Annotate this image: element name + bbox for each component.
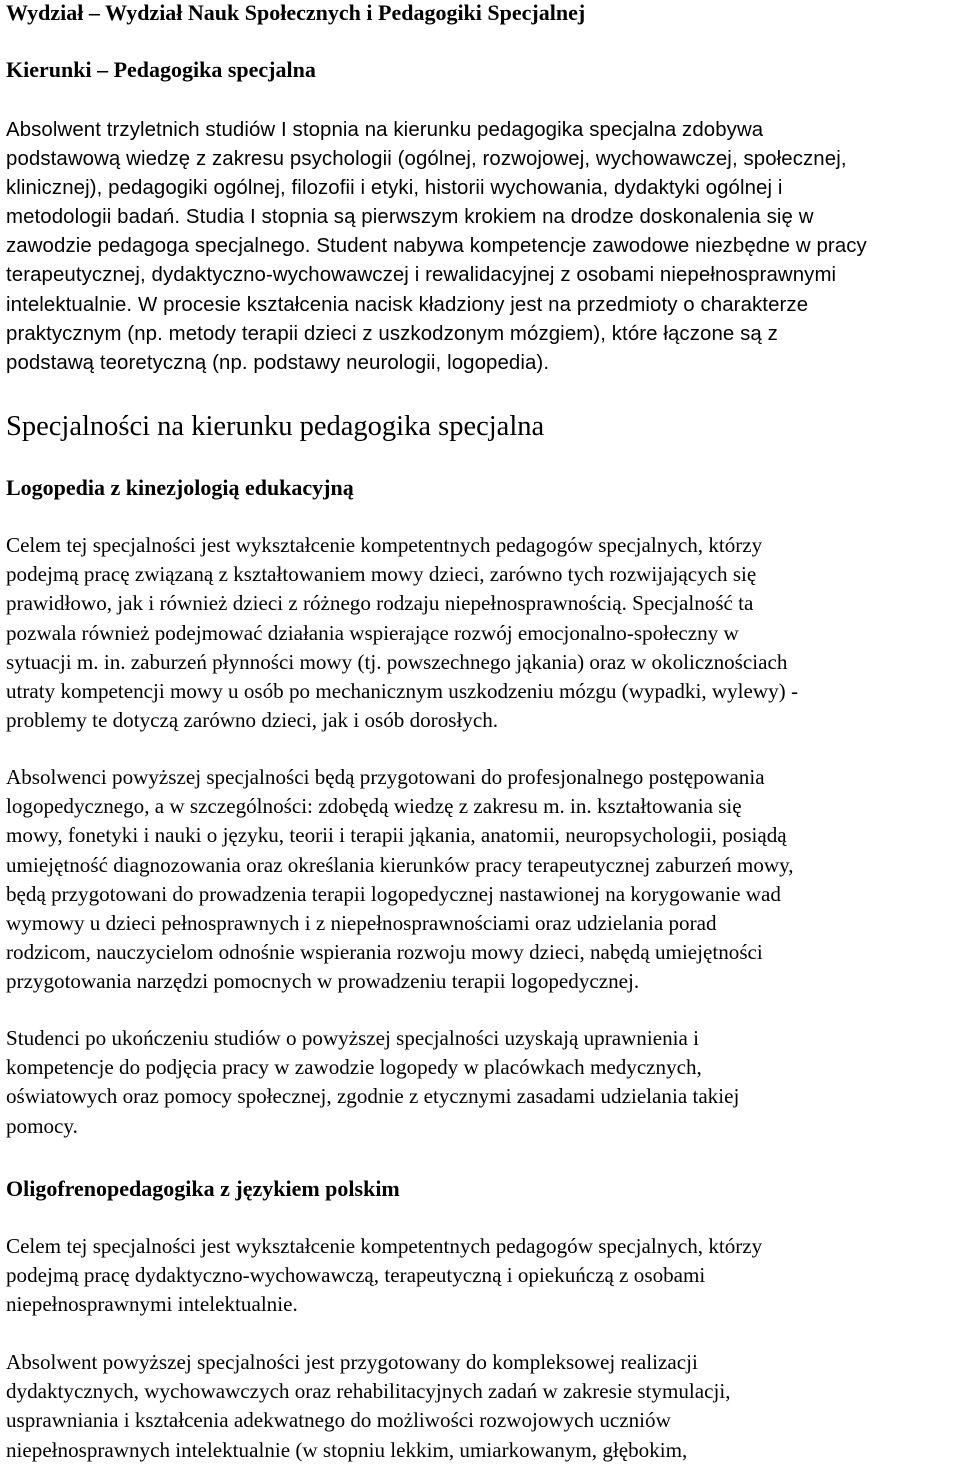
intro-line: podstawą teoretyczną (np. podstawy neurologii, logopedia).: [6, 351, 550, 374]
intro-line: terapeutycznej, dydaktyczno-wychowawczej i rewalidacyjnej z osobami niepełnosprawnymi: [6, 264, 837, 287]
text-line: mowy, fonetyki i nauki o języku, teorii i terapii jąkania, anatomii, neuropsychologii, posiądą: [6, 823, 787, 848]
intro-line: Absolwent trzyletnich studiów I stopnia na kierunku pedagogika specjalna zdobywa: [6, 119, 764, 141]
text-line: Absolwenci powyższej specjalności będą przygotowani do profesjonalnego postępowania: [6, 765, 765, 789]
logopedia-paragraph-3: [6, 1024, 950, 1141]
text-line: logopedycznego, a w szczególności: zdobędą wiedzę z zakresu m. in. kształtowania się: [6, 794, 742, 819]
intro-line: intelektualnie. W procesie kształcenia nacisk kładziony jest na przedmioty o charakterze: [6, 293, 809, 316]
text-line: sytuacji m. in. zaburzeń płynności mowy (tj. powszechnego jąkania) oraz w okolicznościach: [6, 649, 788, 674]
intro-line: metodologii badań. Studia I stopnia są pierwszym krokiem na drodze doskonalenia się w: [6, 206, 814, 229]
text-line: przygotowania narzędzi pomocnych w prowadzeniu terapii logopedycznej.: [6, 969, 640, 994]
text-line: utraty kompetencji mowy u osób po mechanicznym uszkodzeniu mózgu (wypadki, wylewy) -: [6, 679, 798, 704]
text-line: oświatowych oraz pomocy społecznej, zgodnie z etycznymi zasadami udzielania takiej: [6, 1084, 740, 1109]
text-line: będą przygotowani do prowadzenia terapii logopedycznej nastawionej na korygowanie wad: [6, 881, 781, 906]
text-line: prawidłowo, jak i również dzieci z różnego rodzaju niepełnosprawnością. Specjalność ta: [6, 591, 754, 616]
logopedia-heading: Logopedia z kinezjologią edukacyjną: [6, 475, 354, 500]
oligofrenopedagogika-paragraph-2: [6, 1348, 950, 1465]
intro-line: zawodzie pedagoga specjalnego. Student nabywa kompetencje zawodowe niezbędne w pracy: [6, 235, 867, 258]
text-line: Celem tej specjalności jest wykształcenie kompetentnych pedagogów specjalnych, którzy: [6, 1234, 763, 1258]
oligofrenopedagogika-paragraph-1: [6, 1232, 950, 1320]
text-line: Celem tej specjalności jest wykształcenie kompetentnych pedagogów specjalnych, którzy: [6, 533, 763, 557]
logopedia-paragraph-1: [6, 531, 950, 735]
text-line: wymowy u dzieci pełnosprawnych i z niepełnosprawnościami oraz udzielania porad: [6, 911, 717, 936]
intro-paragraph: [6, 116, 946, 378]
major-heading: Kierunki – Pedagogika specjalna: [6, 57, 316, 82]
specializations-heading: Specjalności na kierunku pedagogika specjalna: [6, 411, 545, 442]
text-line: umiejętność diagnozowania oraz określania kierunków pracy terapeutycznej zaburzeń mowy,: [6, 852, 794, 877]
text-line: niepełnosprawnych intelektualnie (w stopniu lekkim, umiarkowanym, głębokim,: [6, 1437, 688, 1462]
text-line: pozwala również podejmować działania wspierające rozwój emocjonalno-społeczny w: [6, 620, 739, 645]
text-line: niepełnosprawnymi intelektualnie.: [6, 1292, 298, 1317]
text-line: podejmą pracę dydaktyczno-wychowawczą, terapeutyczną i opiekuńczą z osobami: [6, 1263, 706, 1288]
intro-line: podstawową wiedzę z zakresu psychologii (ogólnej, rozwojowej, wychowawczej, społecznej,: [6, 148, 847, 171]
intro-line: praktycznym (np. metody terapii dzieci z uszkodzonym mózgiem), które łączone są z: [6, 322, 778, 345]
department-heading: Wydział – Wydział Nauk Społecznych i Pedagogiki Specjalnej: [6, 0, 586, 25]
text-line: problemy te dotyczą zarówno dzieci, jak i osób dorosłych.: [6, 708, 499, 733]
text-line: usprawniania i kształcenia adekwatnego do możliwości rozwojowych uczniów: [6, 1408, 671, 1433]
logopedia-paragraph-2: [6, 763, 950, 997]
intro-line: klinicznej), pedagogiki ogólnej, filozofii i etyki, historii wychowania, dydaktyki ogólnej i: [6, 177, 783, 200]
text-line: Studenci po ukończeniu studiów o powyższej specjalności uzyskają uprawnienia i: [6, 1026, 699, 1050]
text-line: pomocy.: [6, 1113, 78, 1138]
text-line: kompetencje do podjęcia pracy w zawodzie logopedy w placówkach medycznych,: [6, 1055, 702, 1080]
text-line: rodzicom, nauczycielom odnośnie wspierania rozwoju mowy dzieci, nabędą umiejętności: [6, 940, 763, 965]
text-line: podejmą pracę związaną z kształtowaniem mowy dzieci, zarówno tych rozwijających się: [6, 562, 757, 587]
text-line: Absolwent powyższej specjalności jest przygotowany do kompleksowej realizacji: [6, 1350, 698, 1374]
text-line: dydaktycznych, wychowawczych oraz rehabilitacyjnych zadań w zakresie stymulacji,: [6, 1379, 731, 1404]
oligofrenopedagogika-heading: Oligofrenopedagogika z językiem polskim: [6, 1176, 400, 1201]
